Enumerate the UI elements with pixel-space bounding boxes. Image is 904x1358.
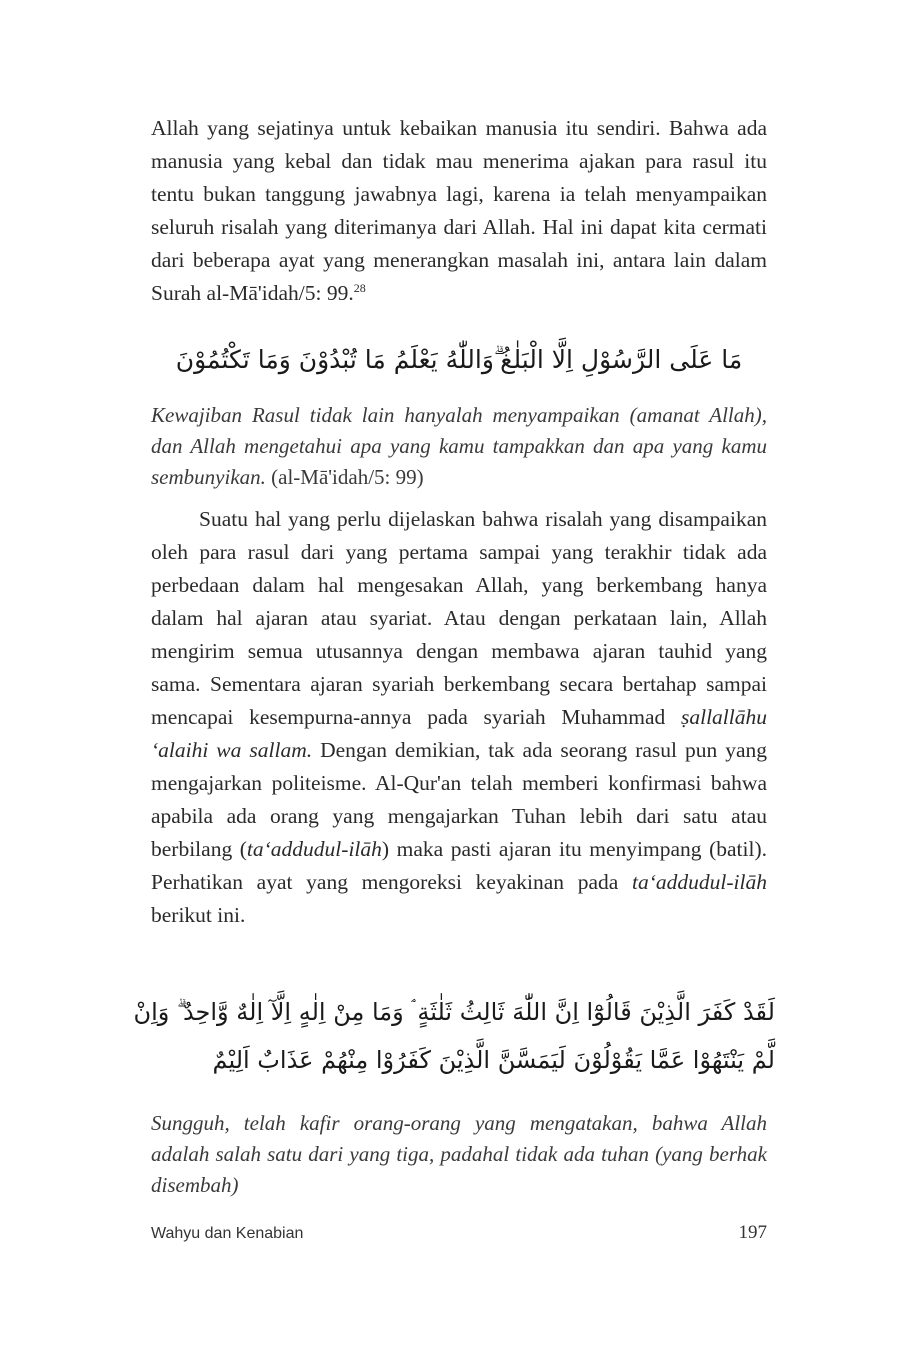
footnote-ref[interactable]: 28 bbox=[353, 280, 366, 295]
verse-1-translation bbox=[151, 400, 767, 493]
paragraph-2-seg1: Suatu hal yang perlu dijelaskan bahwa risalah yang disampaikan oleh para rasul dari yang pertama sampai yang terakhir tidak ada perbedaan dalam hal mengesakan Allah, yang berkembang hanya dalam hal ajaran atau syariat. Atau dengan perkataan lain, Allah mengirim semua utusannya dengan membawa ajaran tauhid yang sama. Sementara ajaran syariah berkembang secara bertahap sampai mencapai kesempurna-annya pada syariah Muhammad bbox=[151, 507, 767, 729]
quran-verse-1-arabic: مَا عَلَى الرَّسُوْلِ اِلَّا الْبَلٰغُ ۗوَاللّٰهُ يَعْلَمُ مَا تُبْدُوْنَ وَمَا تَكْتُمُوْنَ bbox=[175, 345, 743, 374]
paragraph-2-seg3: ) maka pasti ajaran itu menyimpang (batil). Perhatikan ayat yang mengoreksi keyakinan pada bbox=[151, 837, 767, 894]
page-number: 197 bbox=[738, 1222, 767, 1243]
verse-2-translation-text: Sungguh, telah kafir orang-orang yang mengatakan, bahwa Allah adalah salah satu dari yang tiga, padahal tidak ada tuhan (yang berhak disembah) bbox=[151, 1111, 767, 1197]
page-footer bbox=[151, 1222, 767, 1244]
verse-1-translation-text: Kewajiban Rasul tidak lain hanyalah menyampaikan (amanat Allah), dan Allah mengetahui apa yang kamu tampakkan dan apa yang kamu sembunyikan. bbox=[151, 403, 767, 489]
verse-2-translation bbox=[151, 1108, 767, 1201]
paragraph-2-italic3: ta‘addudul-ilāh bbox=[632, 870, 767, 894]
paragraph-2-seg4: berikut ini. bbox=[151, 903, 246, 927]
verse-2-line-1: لَقَدْ كَفَرَ الَّذِيْنَ قَالُوْٓا اِنَّ اللّٰهَ ثَالِثُ ثَلٰثَةٍ ۘ وَمَا مِنْ اِلٰهٍ اِلَّآ اِلٰهٌ وَّاحِدٌ ۗ وَاِنْ bbox=[133, 998, 775, 1026]
verse-2-line-2: لَّمْ يَنْتَهُوْا عَمَّا يَقُوْلُوْنَ لَيَمَسَّنَّ الَّذِيْنَ كَفَرُوْا مِنْهُمْ عَذَابٌ اَلِيْمٌ bbox=[212, 1046, 775, 1074]
paragraph-1-text: Allah yang sejatinya untuk kebaikan manusia itu sendiri. Bahwa ada manusia yang kebal dan tidak mau menerima ajakan para rasul itu tentu bukan tanggung jawabnya lagi, karena ia telah menyampaikan seluruh risalah yang diterimanya dari Allah. Hal ini dapat kita cermati dari beberapa ayat yang menerangkan masalah ini, antara lain dalam Surah al-Mā'idah/5: 99. bbox=[151, 116, 767, 305]
verse-1-reference: (al-Mā'idah/5: 99) bbox=[271, 465, 424, 489]
paragraph-2-italic2: ta‘addudul-ilāh bbox=[246, 837, 382, 861]
book-title: Wahyu dan Kenabian bbox=[151, 1225, 304, 1242]
paragraph-2-seg2: Dengan demikian, tak ada seorang rasul pun yang mengajarkan politeisme. Al-Qur'an telah memberi konfirmasi bahwa apabila ada orang yang mengajarkan Tuhan lebih dari satu atau berbilang ( bbox=[151, 738, 768, 861]
paragraph-2-italic1: ṣallallāhu ‘alaihi wa sallam. bbox=[151, 705, 767, 762]
paragraph-2 bbox=[151, 503, 767, 932]
quran-verse-2-arabic bbox=[133, 988, 775, 1084]
paragraph-1 bbox=[151, 112, 767, 310]
